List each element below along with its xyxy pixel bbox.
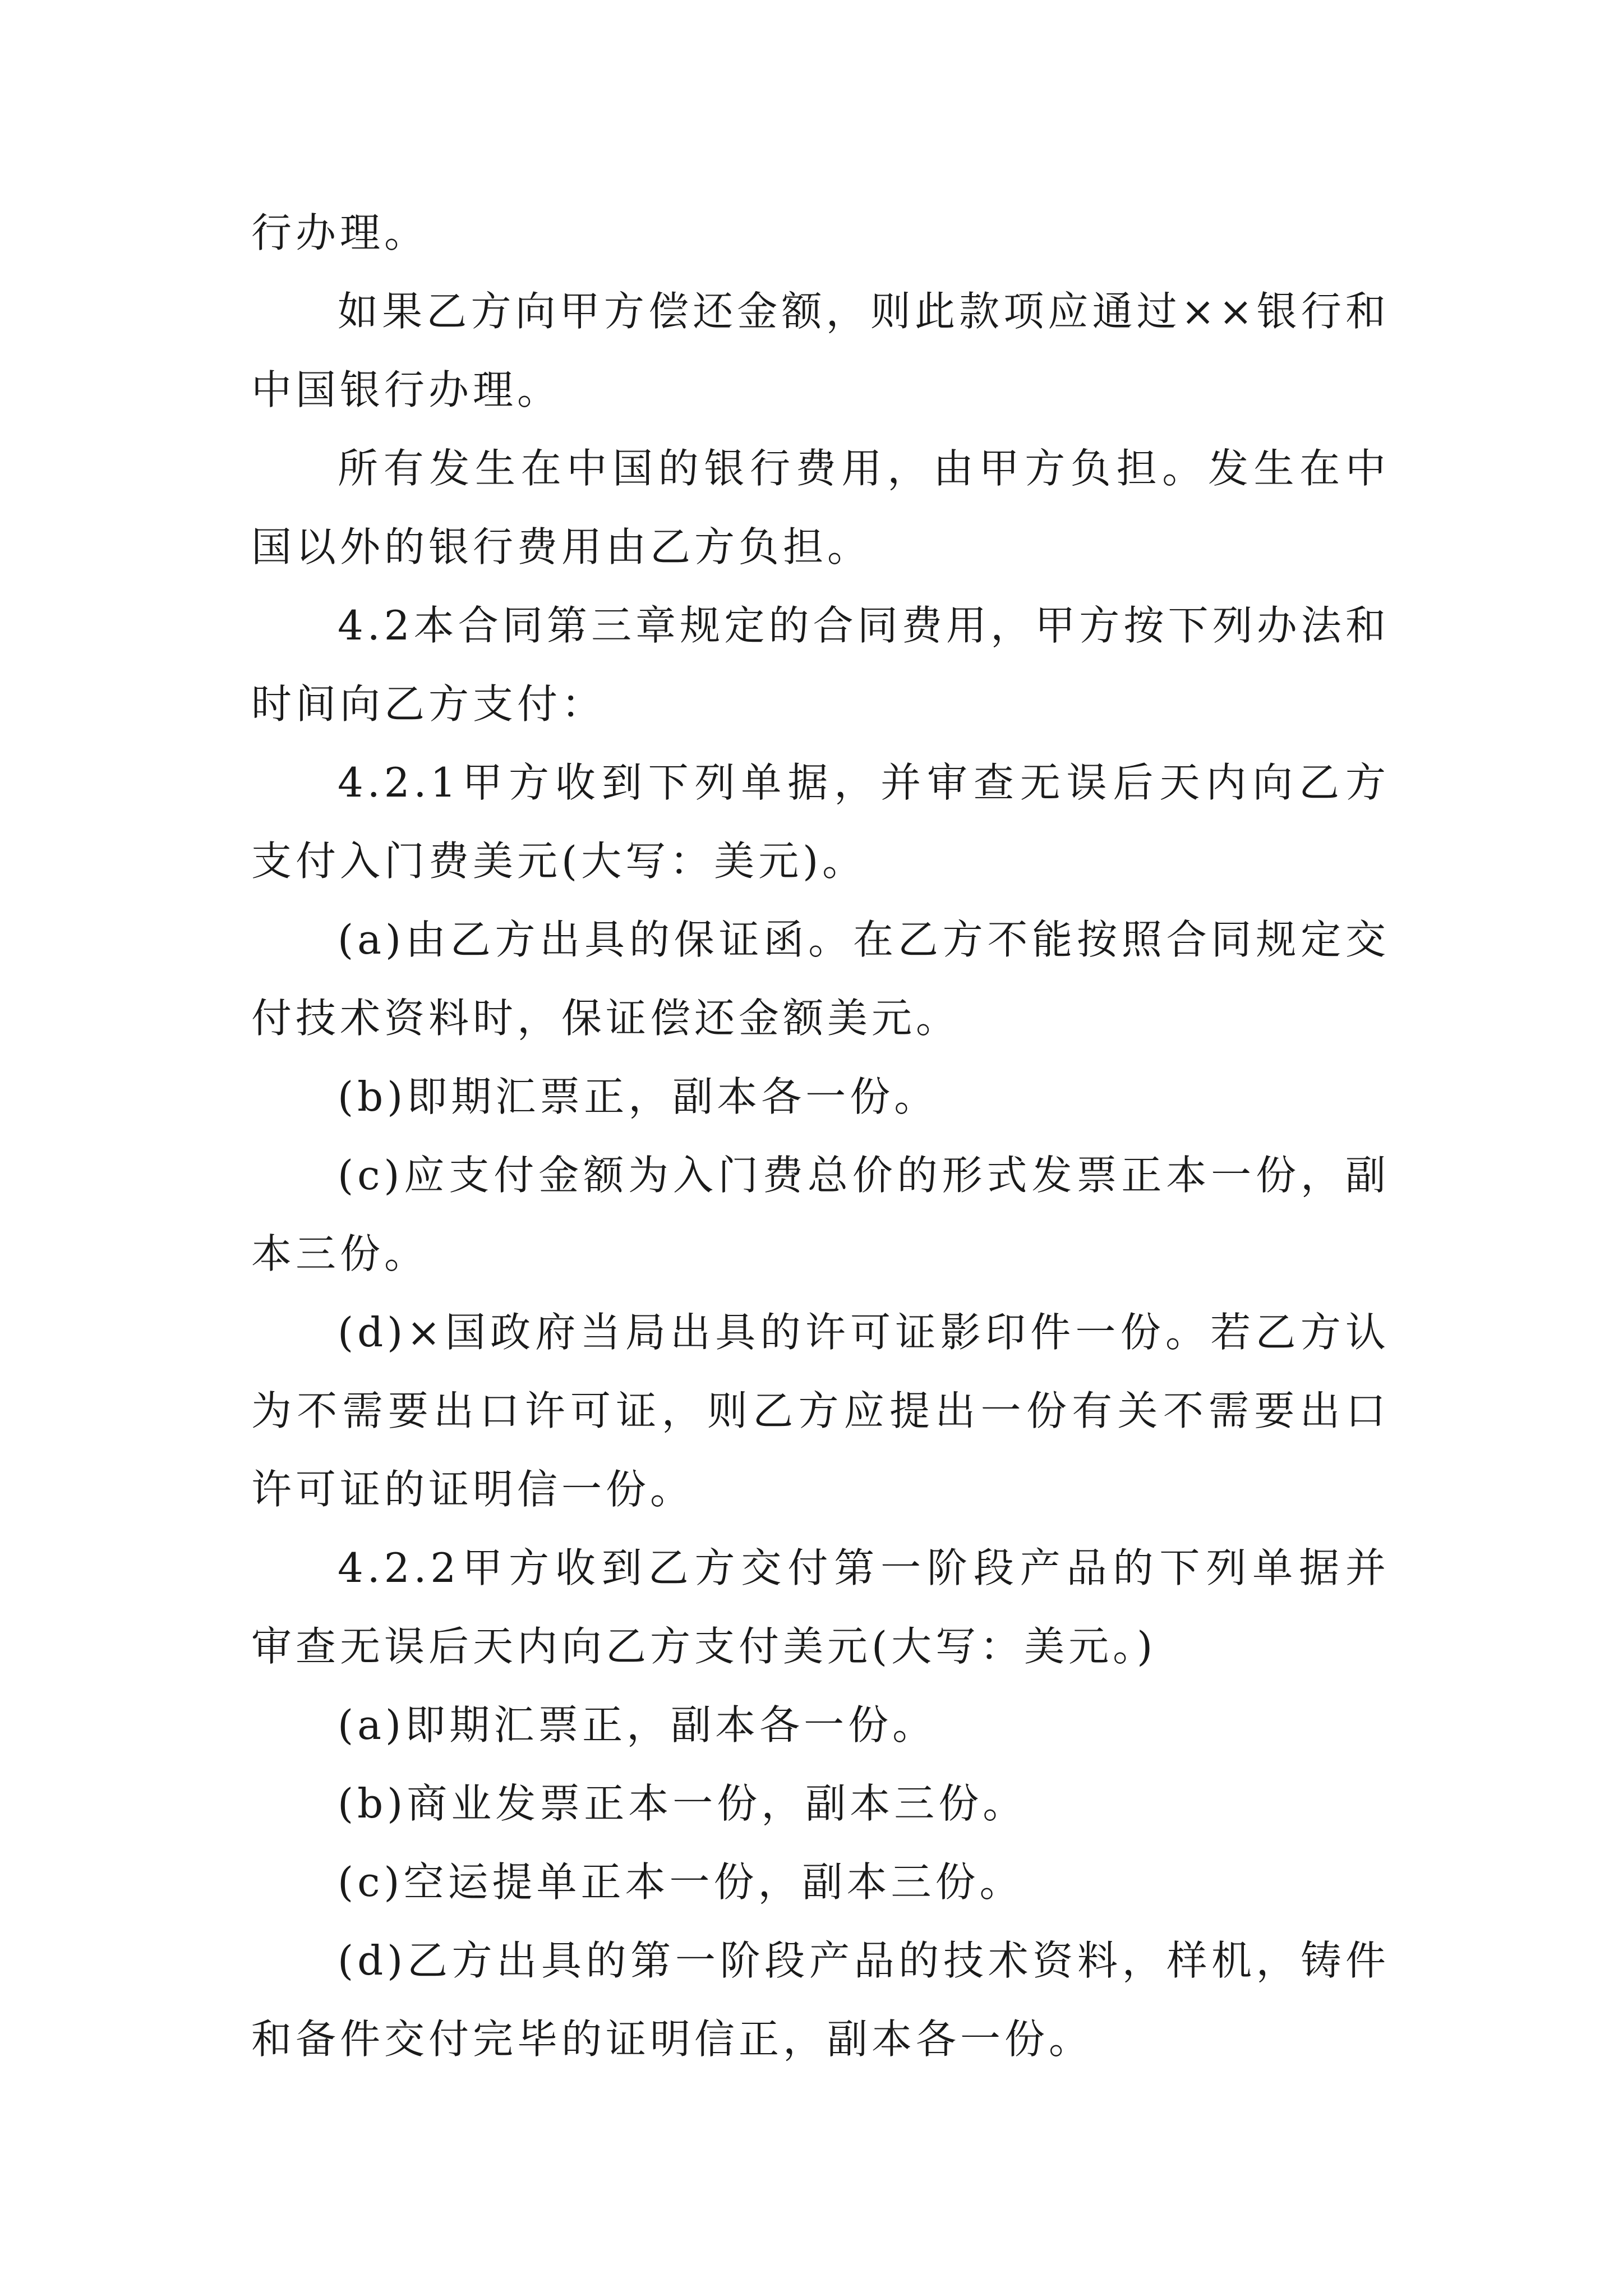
- paragraph-item-a-guarantee: (a)由乙方出具的保证函。在乙方不能按照合同规定交付技术资料时，保证偿还金额美元。: [251, 916, 1390, 1042]
- paragraph-item-d-certificate: (d)乙方出具的第一阶段产品的技术资料，样机，铸件和备件交付完毕的证明信正，副本各一份。: [251, 1937, 1390, 2063]
- paragraph-item-b-draft: (b)即期汇票正，副本各一份。: [338, 1073, 939, 1120]
- paragraph-continuation: 行办理。: [251, 209, 429, 256]
- paragraph-item-d-license: (d)×国政府当局出具的许可证影印件一份。若乙方认为不需要出口许可证，则乙方应提出一份有关不需要出口许可证的证明信一份。: [251, 1309, 1390, 1513]
- paragraph-item-a-draft: (a)即期汇票正，副本各一份。: [338, 1701, 937, 1749]
- paragraph-section-4-2-1: 4.2.1甲方收到下列单据，并审查无误后天内向乙方支付入门费美元(大写：美元)。: [251, 759, 1390, 885]
- document-body: [251, 194, 1390, 2078]
- paragraph-section-4-2-2: 4.2.2甲方收到乙方交付第一阶段产品的下列单据并审查无误后天内向乙方支付美元(大写：美元。): [251, 1544, 1390, 1670]
- paragraph-item-b-commercial-invoice: (b)商业发票正本一份，副本三份。: [338, 1780, 1027, 1827]
- paragraph-item-c-airway-bill: (c)空运提单正本一份，副本三份。: [338, 1858, 1024, 1906]
- paragraph-item-c-invoice: (c)应支付金额为入门费总价的形式发票正本一份，副本三份。: [251, 1152, 1390, 1277]
- paragraph-bank-fees: 所有发生在中国的银行费用，由甲方负担。发生在中国以外的银行费用由乙方负担。: [251, 445, 1390, 570]
- paragraph-section-4-2: 4.2本合同第三章规定的合同费用，甲方按下列办法和时间向乙方支付：: [251, 602, 1390, 728]
- paragraph-bank-repayment: 如果乙方向甲方偿还金额，则此款项应通过××银行和中国银行办理。: [251, 288, 1390, 413]
